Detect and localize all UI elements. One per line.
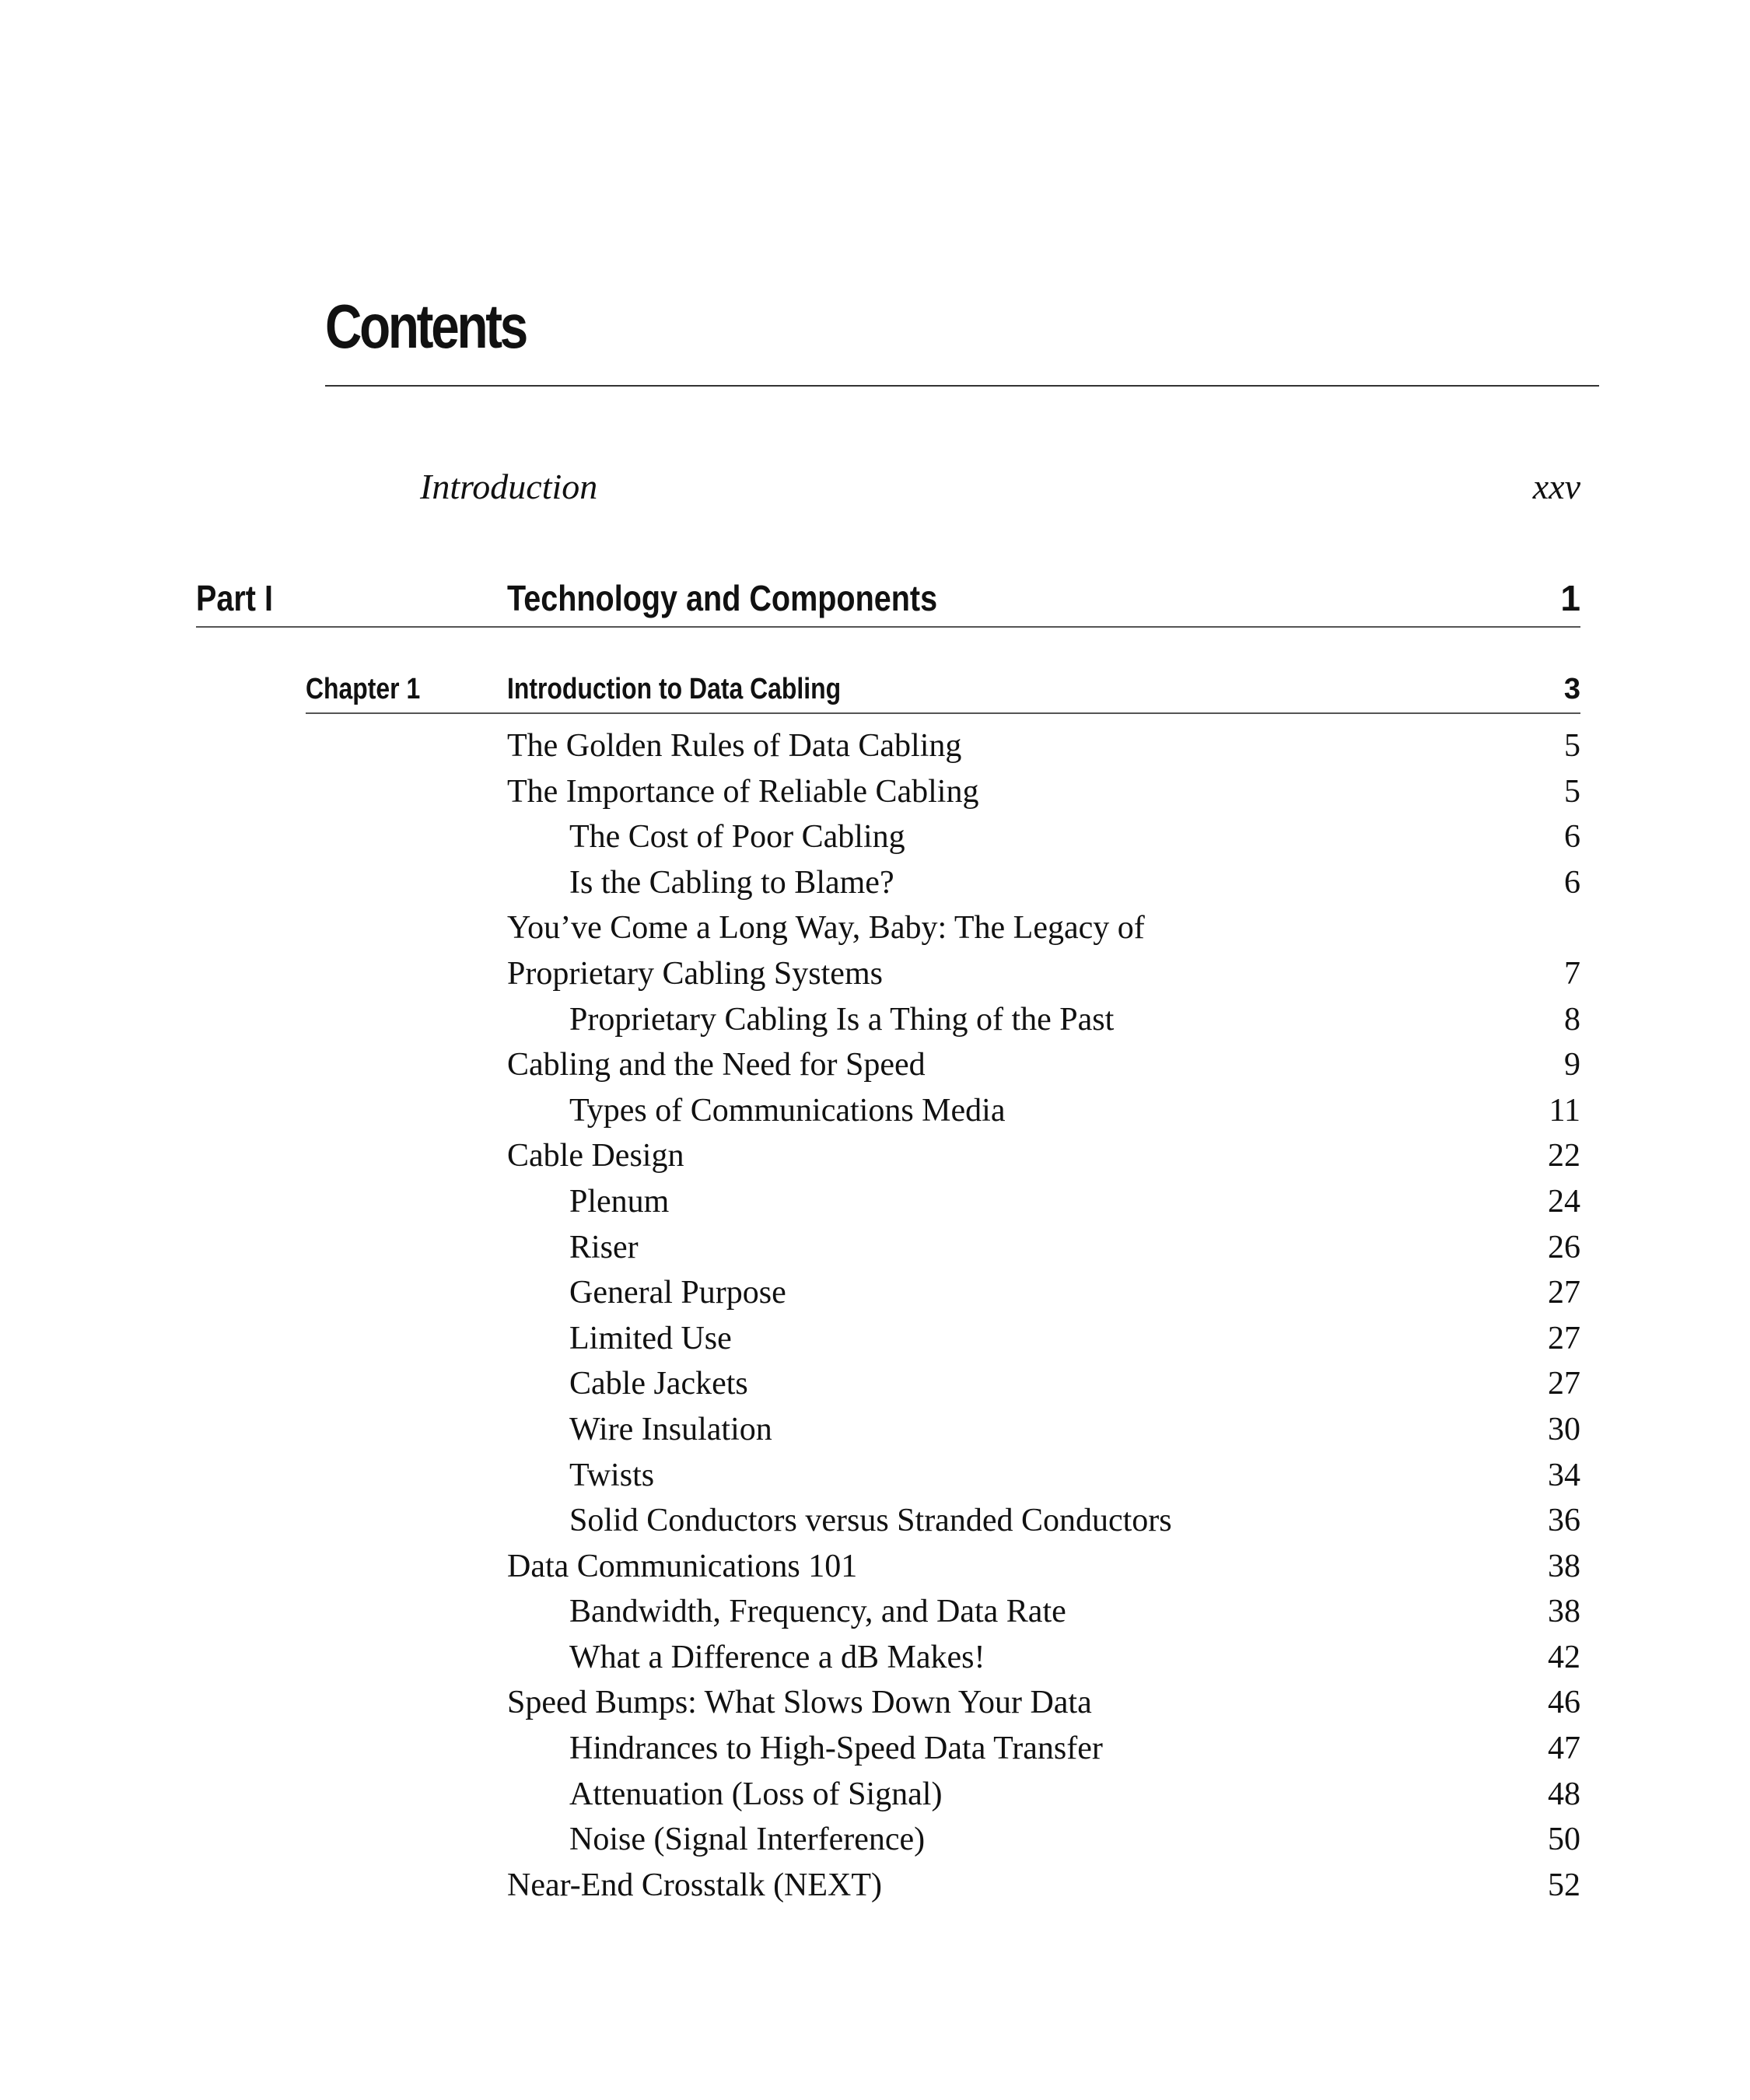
toc-entry-title: The Golden Rules of Data Cabling xyxy=(507,728,962,764)
toc-entry-title: Riser xyxy=(569,1229,639,1265)
toc-entry[interactable] xyxy=(507,1316,1580,1362)
toc-entry-page: 27 xyxy=(1548,1275,1580,1311)
toc-entry-title: Cable Jackets xyxy=(569,1366,748,1402)
toc-entry-page: 46 xyxy=(1548,1685,1580,1721)
toc-entry[interactable] xyxy=(507,1133,1580,1179)
toc-chapter-title[interactable]: Introduction to Data Cabling xyxy=(507,673,842,705)
toc-entry-title: Twists xyxy=(569,1457,655,1493)
toc-entry-page: 8 xyxy=(1564,1001,1580,1038)
toc-entry[interactable] xyxy=(507,1680,1580,1726)
toc-introduction-label[interactable]: Introduction xyxy=(420,467,598,506)
toc-entry-page: 7 xyxy=(1564,955,1580,992)
toc-entry[interactable] xyxy=(507,1225,1580,1271)
toc-entry-title: The Importance of Reliable Cabling xyxy=(507,773,979,810)
toc-entry[interactable] xyxy=(507,1453,1580,1499)
toc-entry-page: 6 xyxy=(1564,819,1580,856)
toc-entry[interactable] xyxy=(507,1088,1580,1134)
toc-entry[interactable] xyxy=(507,1270,1580,1316)
toc-entry[interactable] xyxy=(507,997,1580,1043)
toc-entry-title: Data Communications 101 xyxy=(507,1548,858,1584)
toc-entry[interactable] xyxy=(507,814,1580,860)
toc-entry-title: You’ve Come a Long Way, Baby: The Legacy of xyxy=(507,910,1145,947)
toc-entry-page: 38 xyxy=(1548,1548,1580,1584)
toc-entry-title: Cabling and the Need for Speed xyxy=(507,1047,926,1083)
toc-entry[interactable] xyxy=(507,723,1580,769)
toc-entry-page: 24 xyxy=(1548,1183,1580,1220)
toc-entry[interactable] xyxy=(507,769,1580,815)
toc-entry-page: 42 xyxy=(1548,1639,1580,1675)
toc-entry-page: 26 xyxy=(1548,1229,1580,1265)
toc-entry-list xyxy=(507,723,1580,1908)
toc-entry[interactable] xyxy=(507,951,1580,997)
toc-entry-page: 5 xyxy=(1564,728,1580,764)
toc-entry-page: 38 xyxy=(1548,1594,1580,1630)
toc-entry-page: 9 xyxy=(1564,1047,1580,1083)
toc-entry-page: 30 xyxy=(1548,1411,1580,1447)
toc-entry-title: Proprietary Cabling Is a Thing of the Past xyxy=(569,1001,1115,1038)
toc-entry-title: What a Difference a dB Makes! xyxy=(569,1639,985,1675)
page-title: Contents xyxy=(325,292,527,361)
toc-entry-title: Hindrances to High-Speed Data Transfer xyxy=(569,1731,1103,1767)
toc-entry-title: Proprietary Cabling Systems xyxy=(507,955,883,992)
toc-entry-title: General Purpose xyxy=(569,1275,786,1311)
toc-entry[interactable] xyxy=(507,1817,1580,1863)
toc-entry-page: 52 xyxy=(1548,1867,1580,1903)
toc-entry[interactable] xyxy=(507,1407,1580,1453)
toc-entry-title: Limited Use xyxy=(569,1320,732,1356)
toc-entry-title: Is the Cabling to Blame? xyxy=(569,864,894,901)
toc-entry-page: 5 xyxy=(1564,773,1580,810)
toc-entry-title: Near-End Crosstalk (NEXT) xyxy=(507,1867,883,1903)
toc-entry-page: 50 xyxy=(1548,1822,1580,1858)
toc-entry-page: 34 xyxy=(1548,1457,1580,1493)
toc-entry-page: 27 xyxy=(1548,1366,1580,1402)
chapter-divider xyxy=(306,712,1580,714)
toc-part-title[interactable]: Technology and Components xyxy=(507,578,938,618)
toc-entry[interactable] xyxy=(507,1726,1580,1772)
toc-entry[interactable] xyxy=(507,1361,1580,1407)
toc-entry[interactable] xyxy=(507,1589,1580,1635)
part-divider xyxy=(196,626,1580,628)
toc-entry-title: Attenuation (Loss of Signal) xyxy=(569,1776,943,1812)
toc-introduction-page: xxv xyxy=(1532,467,1580,506)
toc-entry[interactable] xyxy=(507,1042,1580,1088)
toc-entry-title: Speed Bumps: What Slows Down Your Data xyxy=(507,1685,1092,1721)
toc-entry-page: 6 xyxy=(1564,864,1580,901)
toc-entry[interactable] xyxy=(507,1179,1580,1225)
toc-chapter-page: 3 xyxy=(1563,673,1580,705)
toc-entry-title: Bandwidth, Frequency, and Data Rate xyxy=(569,1594,1066,1630)
toc-entry-title: Wire Insulation xyxy=(569,1411,772,1447)
toc-entry-page: 47 xyxy=(1548,1731,1580,1767)
toc-entry-page: 27 xyxy=(1548,1320,1580,1356)
toc-entry-title: Types of Communications Media xyxy=(569,1092,1006,1129)
toc-entry-page: 48 xyxy=(1548,1776,1580,1812)
toc-entry[interactable] xyxy=(507,1498,1580,1544)
toc-entry-title: Solid Conductors versus Stranded Conductors xyxy=(569,1503,1172,1539)
toc-entry[interactable] xyxy=(507,1544,1580,1590)
toc-entry-page: 36 xyxy=(1548,1503,1580,1539)
toc-entry[interactable] xyxy=(507,1863,1580,1909)
title-divider xyxy=(325,385,1599,387)
toc-entry-page: 11 xyxy=(1549,1092,1580,1129)
toc-part-label: Part I xyxy=(196,578,273,618)
toc-entry-title: The Cost of Poor Cabling xyxy=(569,819,905,856)
toc-entry[interactable] xyxy=(507,905,1580,951)
toc-entry-title: Plenum xyxy=(569,1183,670,1220)
toc-entry[interactable] xyxy=(507,1635,1580,1681)
toc-entry-title: Noise (Signal Interference) xyxy=(569,1822,926,1858)
toc-chapter-label: Chapter 1 xyxy=(306,673,421,705)
toc-entry[interactable] xyxy=(507,860,1580,906)
toc-entry[interactable] xyxy=(507,1772,1580,1818)
toc-entry-page: 22 xyxy=(1548,1138,1580,1174)
toc-entry-title: Cable Design xyxy=(507,1138,684,1174)
toc-part-page: 1 xyxy=(1560,578,1580,618)
